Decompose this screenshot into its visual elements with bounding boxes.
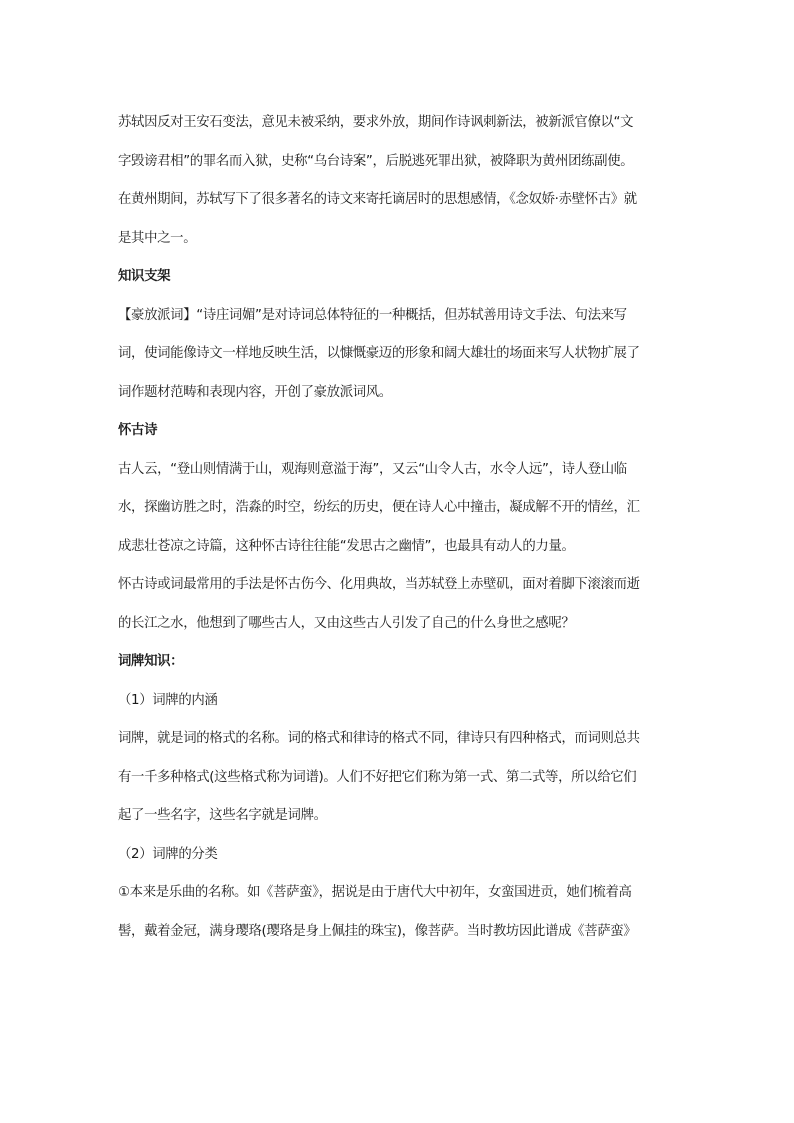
paragraph-line: 词作题材范畴和表现内容，开创了豪放派词风。 xyxy=(118,384,392,400)
paragraph-line: 苏轼因反对王安石变法，意见未被采纳，要求外放，期间作诗讽刺新法，被新派官僚以“文 xyxy=(118,115,634,130)
subsection-heading: （1）词牌的内涵 xyxy=(118,692,218,708)
paragraph-line: 的长江之水，他想到了哪些古人，又由这些古人引发了自己的什么身世之感呢？ xyxy=(118,615,575,631)
section-heading: 词牌知识： xyxy=(118,654,184,669)
paragraph-line: 起了一些名字，这些名字就是词牌。 xyxy=(118,808,327,823)
paragraph-line: 古人云，“登山则情满于山，观海则意溢于海”，又云“山令人古，水令人远”，诗人登山临 xyxy=(118,461,627,477)
paragraph-line: 是其中之一。 xyxy=(118,230,197,246)
paragraph-line: 成悲壮苍凉之诗篇，这种怀古诗往往能“发思古之幽情”，也最具有动人的力量。 xyxy=(118,538,575,554)
paragraph-line: 【豪放派词】“诗庄词媚”是对诗词总体特征的一种概括，但苏轼善用诗文手法、句法来写 xyxy=(118,307,627,323)
paragraph-line: 在黄州期间，苏轼写下了很多著名的诗文来寄托谪居时的思想感情，《念奴娇·赤壁怀古》就 xyxy=(118,192,637,207)
paragraph-line: 髻，戴着金冠，满身璎珞(璎珞是身上佩挂的珠宝)，像菩萨。当时教坊因此谱成《菩萨蛮》 xyxy=(118,923,637,939)
paragraph-line: 水，探幽访胜之时，浩淼的时空，纷纭的历史，便在诗人心中撞击，凝成解不开的情丝，汇 xyxy=(118,500,640,515)
paragraph-line: 词，使词能像诗文一样地反映生活，以慷慨豪迈的形象和阔大雄壮的场面来写人状物扩展了 xyxy=(118,346,640,361)
paragraph-line: 词牌，就是词的格式的名称。词的格式和律诗的格式不同，律诗只有四种格式，而词则总共 xyxy=(118,731,640,746)
section-heading: 怀古诗 xyxy=(118,423,158,438)
paragraph-line: ①本来是乐曲的名称。如《菩萨蛮》，据说是由于唐代大中初年，女蛮国进贡，她们梳着高 xyxy=(118,885,632,900)
section-heading: 知识支架 xyxy=(118,269,171,284)
paragraph-line: 有一千多种格式(这些格式称为词谱)。人们不好把它们称为第一式、第二式等，所以给它们 xyxy=(118,769,637,785)
paragraph-line: 怀古诗或词最常用的手法是怀古伤今、化用典故，当苏轼登上赤壁矶，面对着脚下滚滚而逝 xyxy=(118,577,640,592)
subsection-heading: （2）词牌的分类 xyxy=(118,846,218,862)
paragraph-line: 字毁谤君相”的罪名而入狱，史称“乌台诗案”，后脱逃死罪出狱，被降职为黄州团练副使。 xyxy=(118,153,634,169)
document-page xyxy=(118,104,684,951)
